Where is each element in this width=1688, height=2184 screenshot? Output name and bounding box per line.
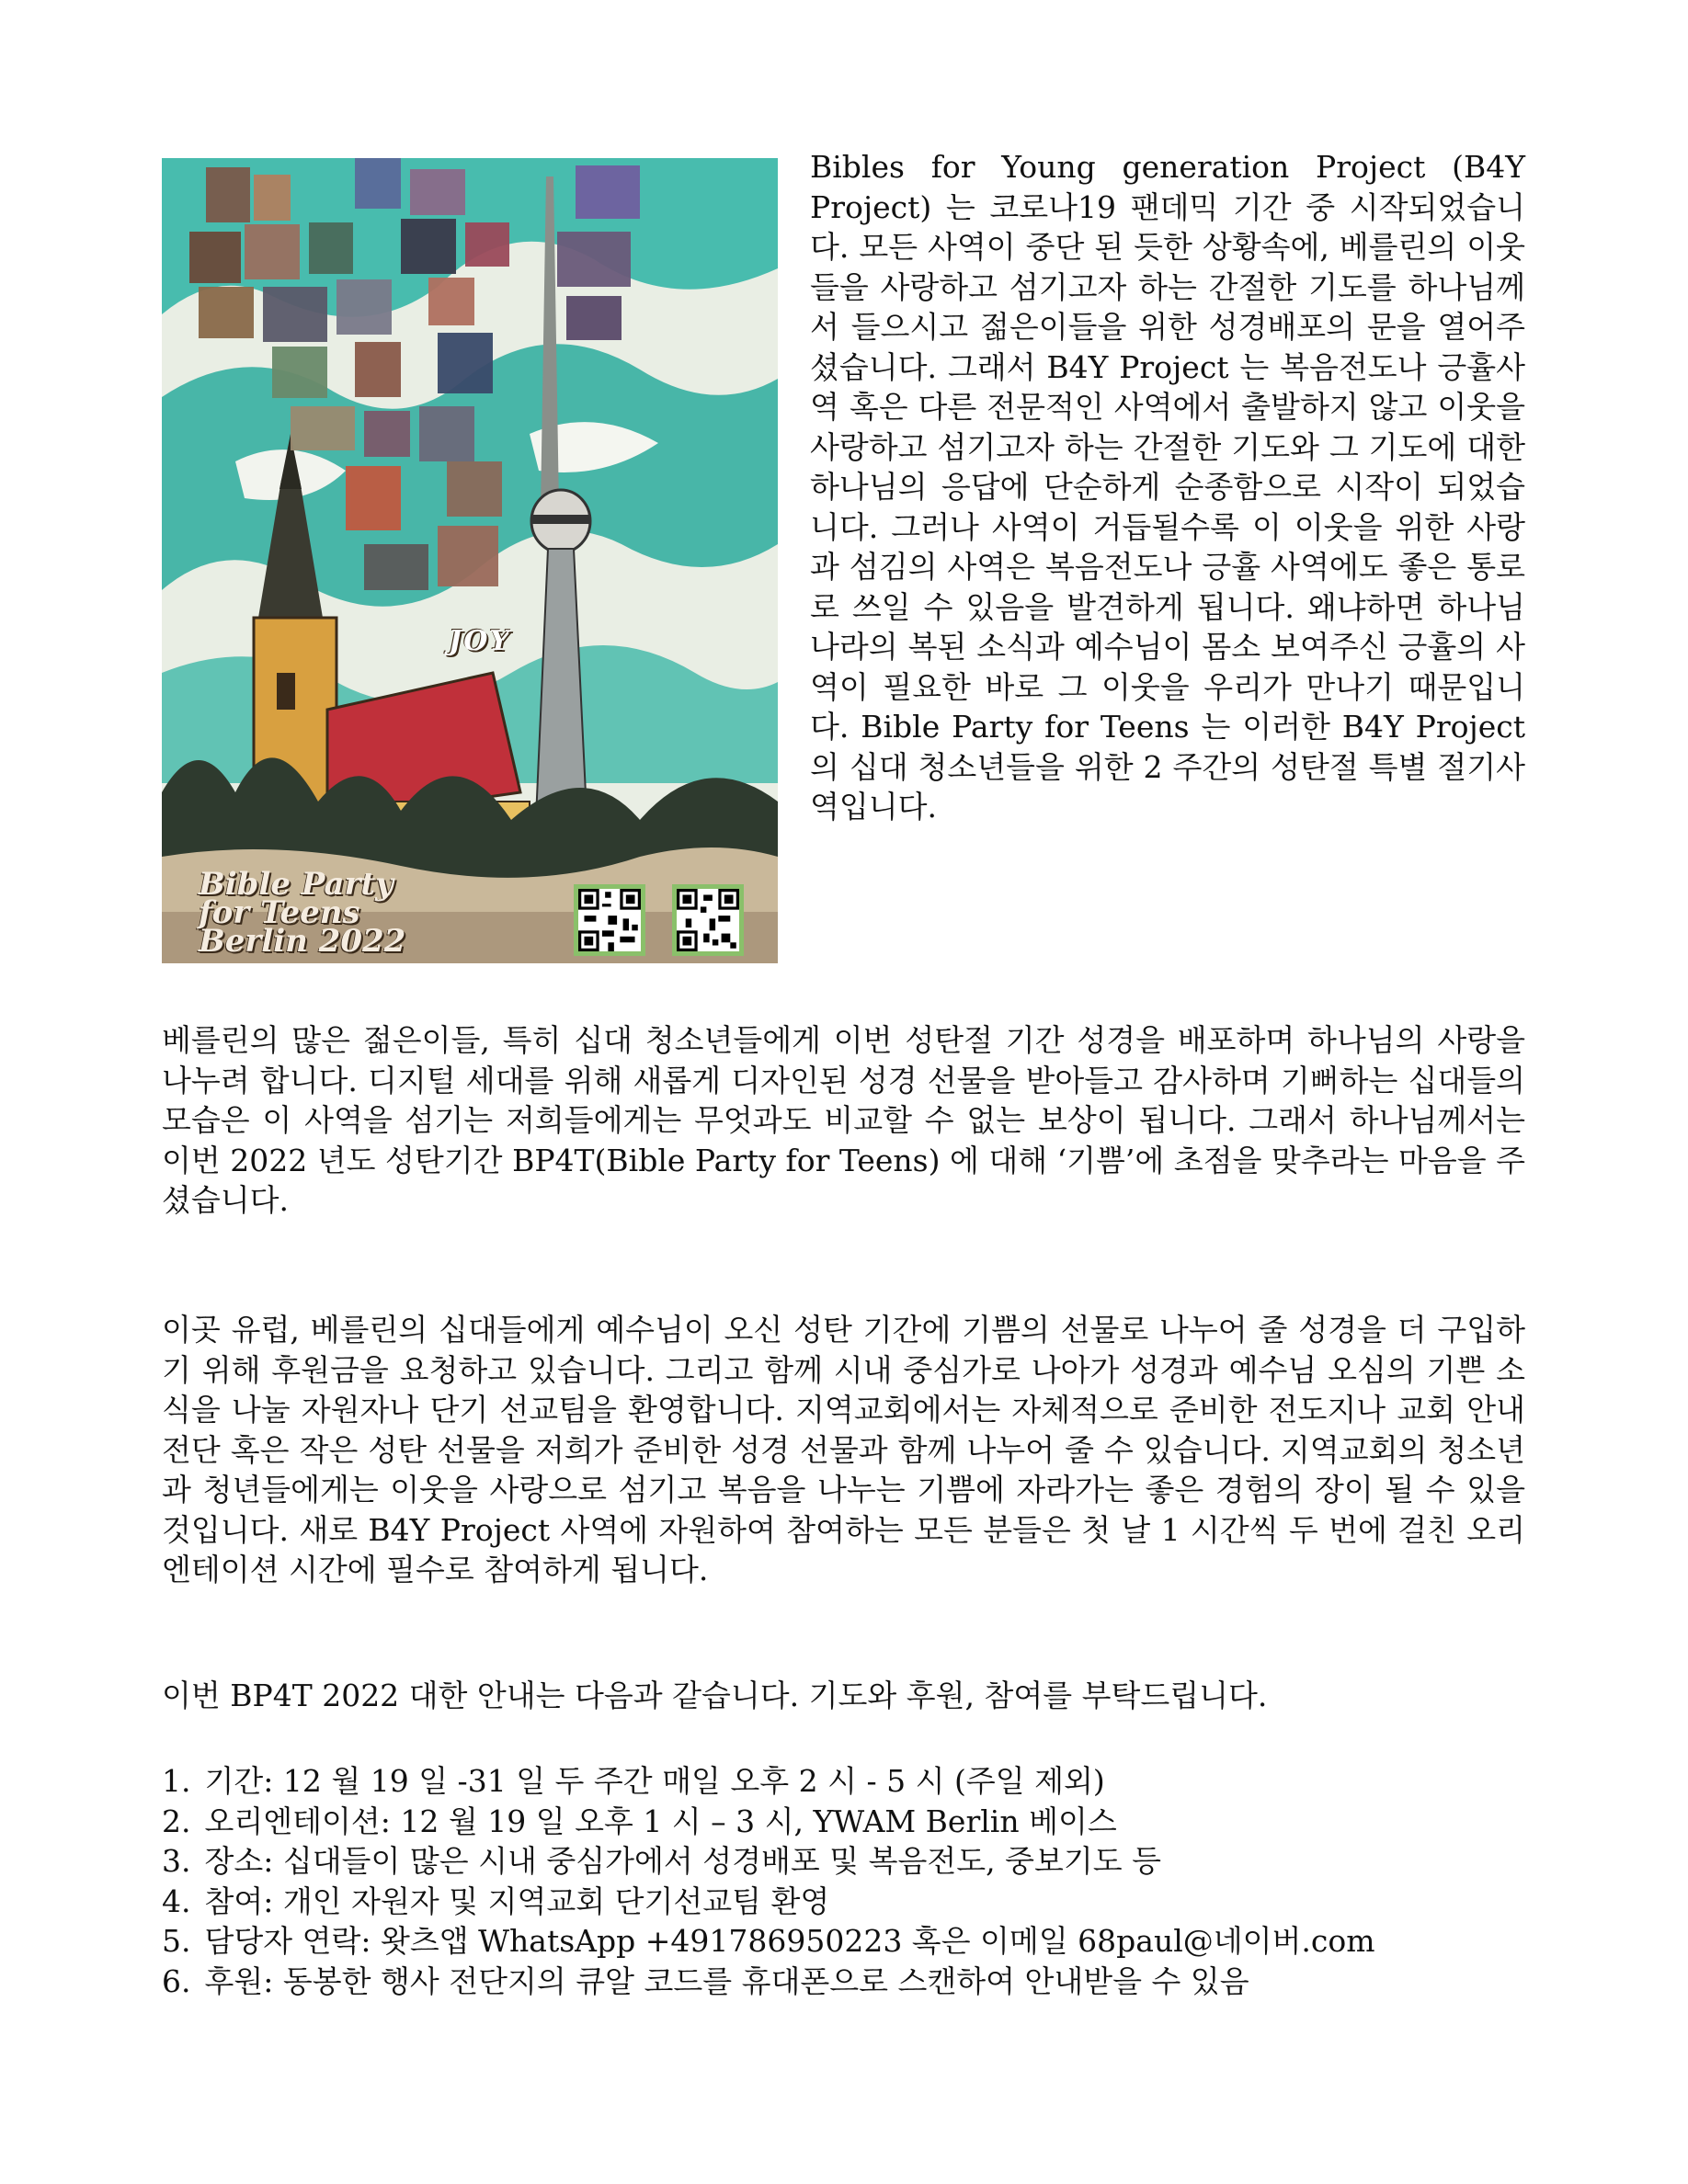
body-paragraph-3: 이번 BP4T 2022 대한 안내는 다음과 같습니다. 기도와 후원, 참여를 부탁드립니다. — [162, 1678, 1268, 1713]
list-item-number: 4. — [162, 1883, 191, 1919]
list-item-text: 장소: 십대들이 많은 시내 중심가에서 성경배포 및 복음전도, 중보기도 등 — [204, 1843, 1161, 1879]
body-paragraph-2: 이곳 유럽, 베를린의 십대들에게 예수님이 오신 성탄 기간에 기쁨의 선물로 나누어 줄 성경을 더 구입하기 위해 후원금을 요청하고 있습니다. 그리고 함께 시내 중심가로 나아가 성경과 예수님 오심의 기쁜 소식을 나눌 자원자나 단기 선교팀을 환영합니다. 지역교회에서는 자체적으로 준비한 전도지나 교회 안내 전단 혹은 작은 성탄 선물을 저희가 준비한 성경 선물과 함께 나누어 줄 수 있습니다. 지역교회의 청소년과 청년들에게는 이웃을 사랑으로 섬기고 복음을 나누는 기쁨에 자라가는 좋은 경험의 장이 될 수 있을 것입니다. 새로 B4Y Project 사역에 자원하여 참여하는 모든 분들은 첫 날 1 시간씩 두 번에 걸친 오리엔테이션 시간에 필수로 참여하게 됩니다. — [162, 1312, 1525, 1587]
qr-code-1 — [574, 884, 645, 956]
qr-code-2-icon — [677, 889, 739, 951]
poster-caption — [199, 866, 502, 960]
poster-caption-line: for Teens — [199, 894, 360, 931]
list-item-number: 3. — [162, 1843, 191, 1879]
poster-caption-line: Bible Party — [199, 866, 393, 903]
poster-artwork — [162, 158, 778, 963]
event-poster-image — [162, 158, 778, 963]
intro-paragraph: Bibles for Young generation Project (B4Y Project) 는 코로나19 팬데믹 기간 중 시작되었습니다. 모든 사역이 중단 된 듯한 상황속에, 베를린의 이웃들을 사랑하고 섬기고자 하는 간절한 기도를 하나님께서 들으시고 젊은이들을 위한 성경배포의 문을 열어주셨습니다. 그래서 B4Y Project 는 복음전도나 긍휼사역 혹은 다른 전문적인 사역에서 출발하지 않고 이웃을 사랑하고 섬기고자 하는 간절한 기도와 그 기도에 대한 하나님의 응답에 단순하게 순종함으로 시작이 되었습니다. 그러나 사역이 거듭될수록 이 이웃을 위한 사랑과 섬김의 사역은 복음전도나 긍휼 사역에도 좋은 통로로 쓰일 수 있음을 발견하게 됩니다. 왜냐하면 하나님나라의 복된 소식과 예수님이 몸소 보여주신 긍휼의 사역이 필요한 바로 그 이웃을 우리가 만나기 때문입니다. Bible Party for Teens 는 이러한 B4Y Project 의 십대 청소년들을 위한 2 주간의 성탄절 특별 절기사역입니다. — [810, 149, 1525, 825]
list-item — [162, 1802, 1525, 1842]
list-item — [162, 1962, 1525, 2002]
qr-code-2 — [672, 884, 744, 956]
poster-caption-line: Berlin 2022 — [199, 923, 406, 960]
qr-code-1-icon — [578, 889, 641, 951]
list-item-number: 6. — [162, 1962, 191, 1999]
list-item-number: 2. — [162, 1803, 191, 1839]
list-item — [162, 1841, 1525, 1882]
list-item-number: 1. — [162, 1763, 191, 1799]
list-item-number: 5. — [162, 1923, 191, 1959]
list-item-text: 참여: 개인 자원자 및 지역교회 단기선교팀 환영 — [204, 1883, 830, 1919]
event-info-list — [162, 1761, 1525, 2001]
poster-joy-text: JOY — [449, 625, 511, 657]
body-paragraph-1: 베를린의 많은 젊은이들, 특히 십대 청소년들에게 이번 성탄절 기간 성경을 배포하며 하나님의 사랑을 나누려 합니다. 디지털 세대를 위해 새롭게 디자인된 성경 선물을 받아들고 감사하며 기뻐하는 십대들의 모습은 이 사역을 섬기는 저희들에게는 무엇과도 비교할 수 없는 보상이 됩니다. 그래서 하나님께서는 이번 2022 년도 성탄기간 BP4T(Bible Party for Teens) 에 대해 ‘기쁨’에 초점을 맞추라는 마음을 주셨습니다. — [162, 1022, 1525, 1218]
list-item-text: 오리엔테이션: 12 월 19 일 오후 1 시 – 3 시, YWAM Berlin 베이스 — [204, 1803, 1117, 1839]
list-item — [162, 1882, 1525, 1922]
list-item-text: 담당자 연락: 왓츠앱 WhatsApp +491786950223 혹은 이메일 68paul@네이버.com — [204, 1923, 1375, 1959]
list-item-text: 기간: 12 월 19 일 -31 일 두 주간 매일 오후 2 시 - 5 시 (주일 제외) — [204, 1763, 1105, 1799]
list-item — [162, 1761, 1525, 1802]
list-item — [162, 1921, 1525, 1962]
list-item-text: 후원: 동봉한 행사 전단지의 큐알 코드를 휴대폰으로 스캔하여 안내받을 수 있음 — [204, 1962, 1249, 1999]
